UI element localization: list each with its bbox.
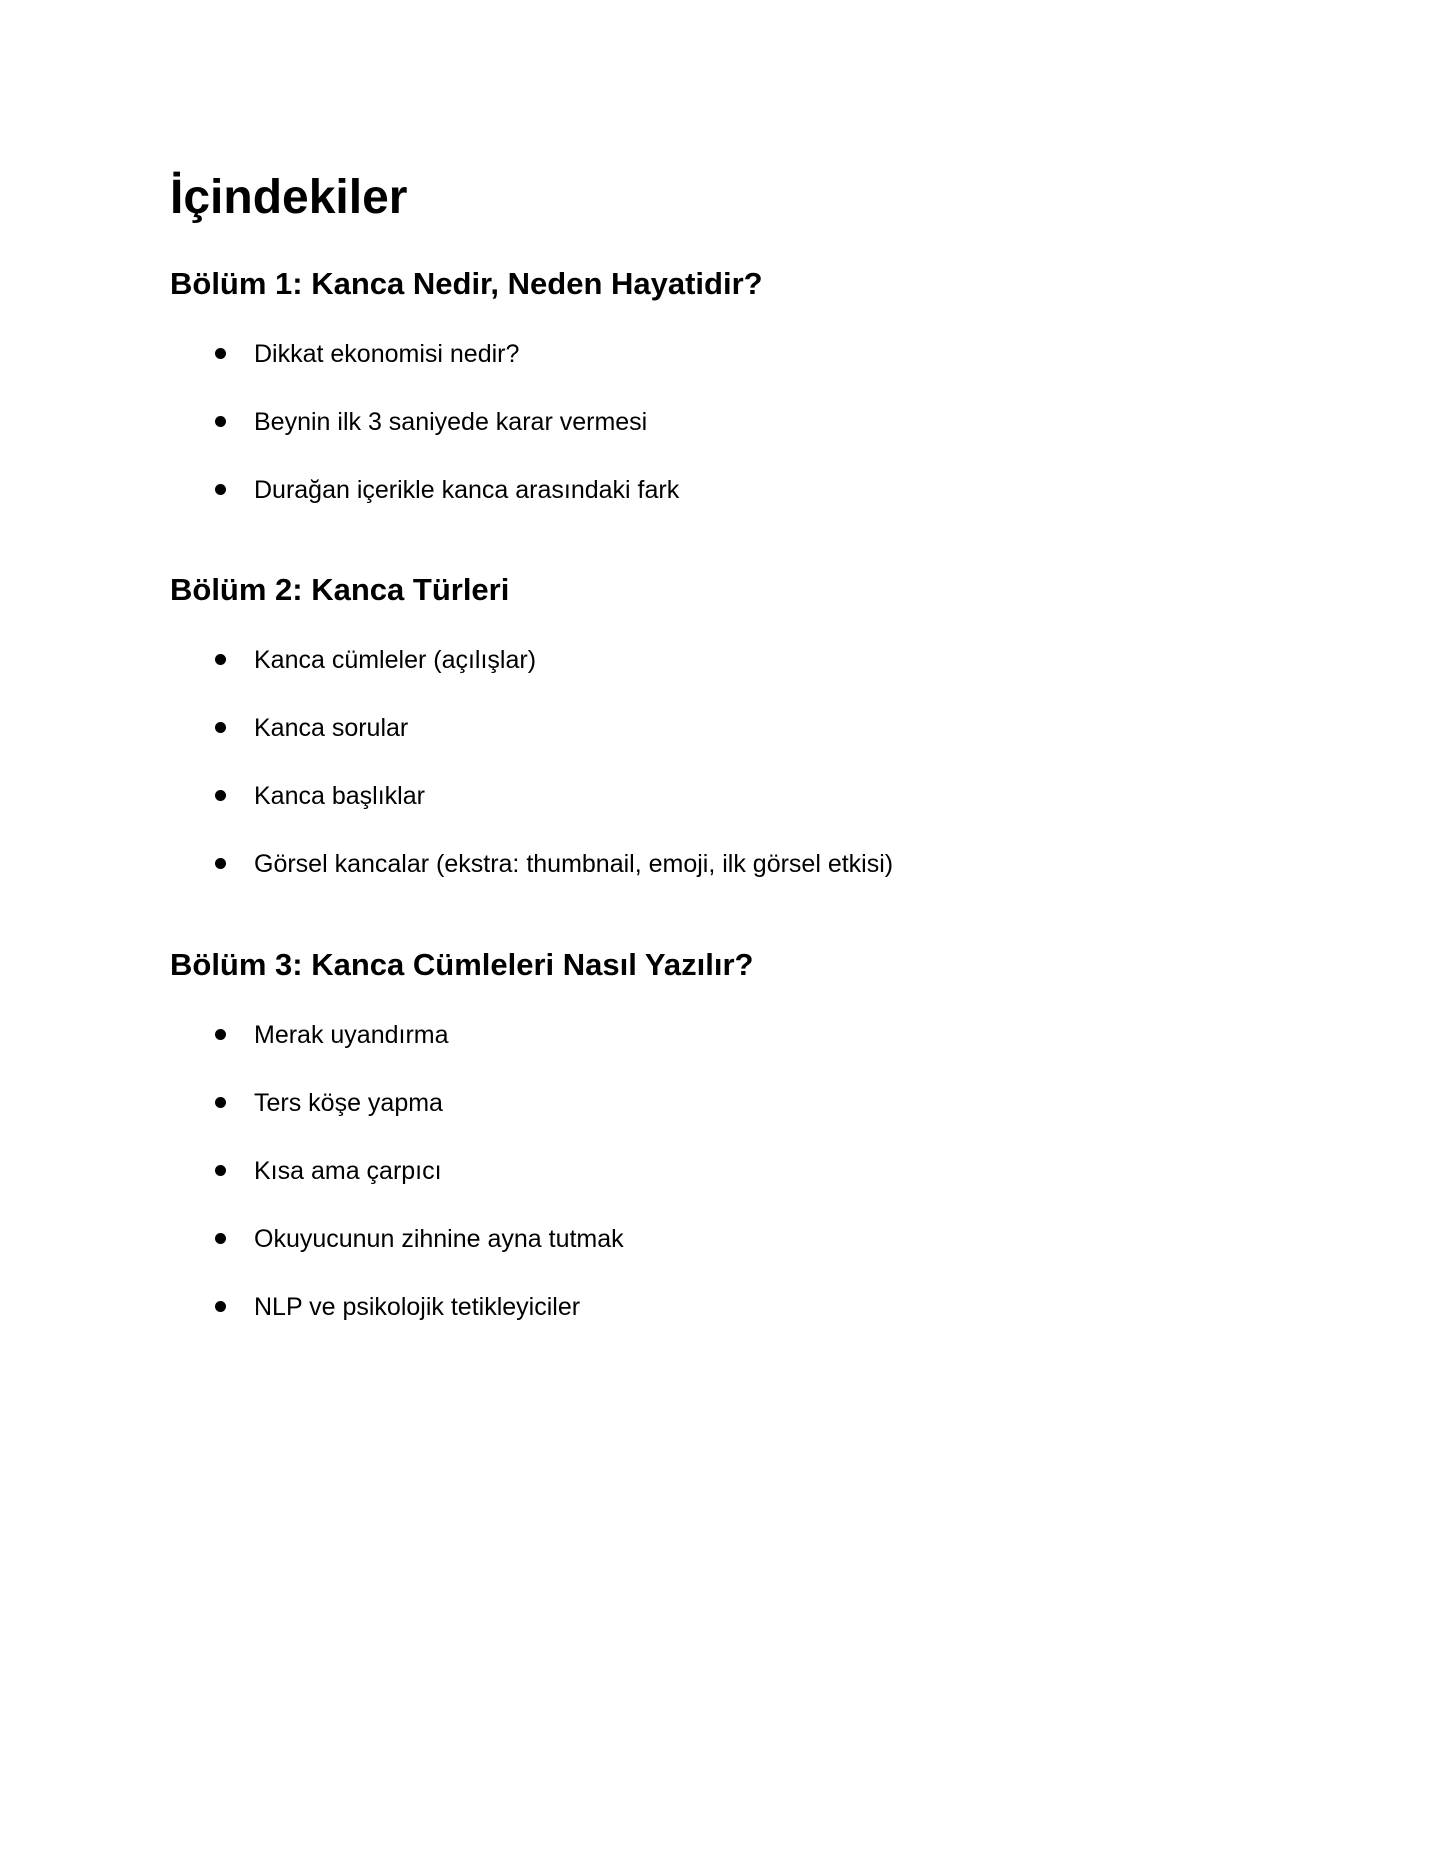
- list-item: [0, 1017, 1200, 1053]
- list-item: [0, 404, 1200, 440]
- list-item-text: Dikkat ekonomisi nedir?: [254, 340, 520, 368]
- list-item-text: Merak uyandırma: [254, 1021, 449, 1049]
- list-item: [0, 778, 1200, 814]
- bullet-icon: [215, 1233, 226, 1244]
- page-title: İçindekiler: [170, 171, 408, 224]
- section-heading-1: Bölüm 1: Kanca Nedir, Neden Hayatidir?: [170, 266, 763, 301]
- section-heading-3: Bölüm 3: Kanca Cümleleri Nasıl Yazılır?: [170, 947, 754, 982]
- bullet-icon: [215, 348, 226, 359]
- list-item: [0, 1153, 1200, 1189]
- list-item: [0, 846, 1200, 882]
- list-item-text: Kanca cümleler (açılışlar): [254, 646, 537, 674]
- list-item-text: Görsel kancalar (ekstra: thumbnail, emoji, ilk görsel etkisi): [254, 850, 894, 878]
- bullet-icon: [215, 1301, 226, 1312]
- bullet-icon: [215, 654, 226, 665]
- list-item-text: Durağan içerikle kanca arasındaki fark: [254, 476, 680, 504]
- bullet-icon: [215, 1165, 226, 1176]
- list-item: [0, 336, 1200, 372]
- list-item-text: Ters köşe yapma: [254, 1089, 443, 1117]
- list-item-text: Kanca başlıklar: [254, 782, 425, 810]
- list-item-text: Beynin ilk 3 saniyede karar vermesi: [254, 408, 648, 436]
- list-item: [0, 710, 1200, 746]
- list-item: [0, 472, 1200, 508]
- list-item: [0, 1289, 1200, 1325]
- list-item-text: Kısa ama çarpıcı: [254, 1157, 442, 1185]
- list-item: [0, 642, 1200, 678]
- section-heading-2: Bölüm 2: Kanca Türleri: [170, 572, 510, 607]
- bullet-icon: [215, 1029, 226, 1040]
- bullet-icon: [215, 416, 226, 427]
- list-item: [0, 1085, 1200, 1121]
- bullet-icon: [215, 790, 226, 801]
- bullet-icon: [215, 722, 226, 733]
- list-item-text: Kanca sorular: [254, 714, 409, 742]
- list-item: [0, 1221, 1200, 1257]
- list-item-text: NLP ve psikolojik tetikleyiciler: [254, 1293, 581, 1321]
- bullet-icon: [215, 484, 226, 495]
- list-item-text: Okuyucunun zihnine ayna tutmak: [254, 1225, 624, 1253]
- bullet-icon: [215, 1097, 226, 1108]
- bullet-icon: [215, 858, 226, 869]
